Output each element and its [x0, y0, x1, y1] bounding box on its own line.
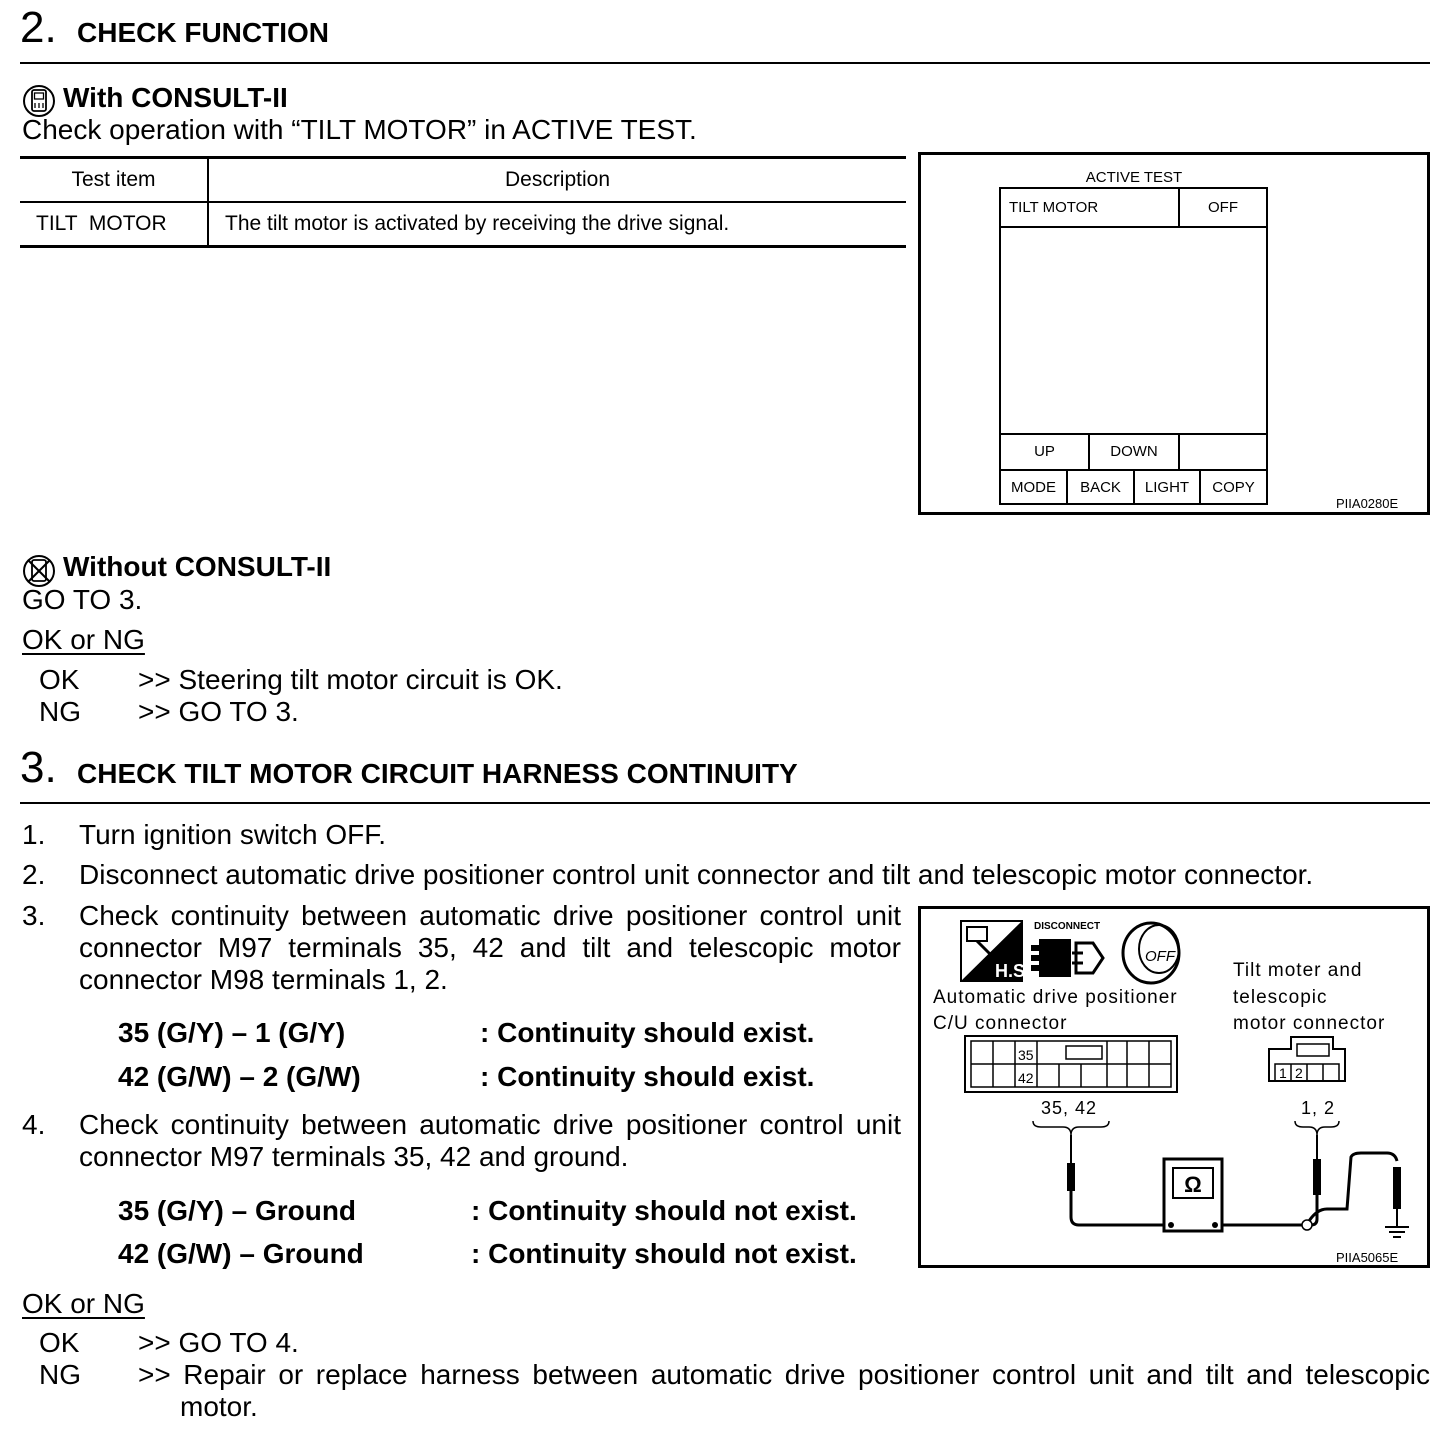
right-connector-label: Tilt moter and: [1233, 960, 1363, 981]
result-text: >> GO TO 4.: [138, 1327, 299, 1358]
check-result: : Continuity should exist.: [480, 1017, 815, 1048]
ohm-symbol: Ω: [1184, 1172, 1202, 1197]
step-3-rule: [20, 802, 1430, 804]
left-connector-label: Automatic drive positioner: [933, 987, 1178, 1008]
pin-label: 1: [1279, 1065, 1287, 1081]
pin-label: 2: [1295, 1065, 1303, 1081]
up-button[interactable]: UP: [1034, 443, 1055, 460]
result-text: >> Steering tilt motor circuit is OK.: [138, 664, 563, 695]
figure-id: PIIA5065E: [1336, 1250, 1399, 1265]
right-connector-label: telescopic: [1233, 987, 1328, 1008]
no-consult-icon: [22, 554, 56, 588]
ng-repair-text: >> Repair or replace harness between automatic drive positioner control unit and tilt and telescopic motor.: [138, 1359, 1430, 1422]
check-pair: 35 (G/Y) – Ground: [118, 1195, 357, 1226]
with-consult-text: Check operation with “TILT MOTOR” in ACTIVE TEST.: [22, 114, 697, 145]
check-pair: 42 (G/W) – 2 (G/W): [118, 1061, 361, 1092]
figure-id: PIIA0280E: [1336, 496, 1399, 511]
with-consult-heading: With CONSULT-II: [63, 82, 288, 113]
off-label: OFF: [1145, 948, 1175, 965]
mode-button[interactable]: MODE: [1011, 479, 1056, 496]
without-consult-heading: Without CONSULT-II: [63, 551, 332, 582]
list-item-number: 2.: [22, 859, 46, 890]
consult-icon: [22, 84, 56, 118]
ignition-off-icon: [1123, 923, 1179, 983]
step-3-title: CHECK TILT MOTOR CIRCUIT HARNESS CONTINUITY: [77, 758, 798, 789]
result-text: >> GO TO 3.: [138, 696, 299, 727]
result-key: NG: [39, 696, 81, 727]
right-connector-label: motor connector: [1233, 1013, 1386, 1034]
check-result: : Continuity should not exist.: [471, 1238, 857, 1269]
step-3-number: 3.: [20, 743, 57, 792]
ok-ng-label: OK or NG: [22, 1288, 145, 1319]
light-button[interactable]: LIGHT: [1144, 479, 1190, 496]
test-item-table: [20, 156, 906, 248]
back-button[interactable]: BACK: [1080, 479, 1121, 496]
list-item-text: Check continuity between automatic drive positioner control unit connector M97 terminals 35, 42 and tilt and telescopic motor connector M98 terminals 1, 2.: [79, 900, 901, 995]
right-terminal-label: 1, 2: [1301, 1098, 1336, 1118]
list-item-text: Disconnect automatic drive positioner control unit connector and tilt and telescopic motor connector.: [79, 859, 1314, 890]
step-2-title: CHECK FUNCTION: [77, 17, 329, 48]
table-cell: The tilt motor is activated by receiving the drive signal.: [225, 212, 730, 235]
without-consult-text: GO TO 3.: [22, 584, 143, 615]
table-header: Test item: [20, 158, 208, 203]
list-item-number: 4.: [22, 1109, 46, 1140]
motor-connector: [1269, 1037, 1345, 1081]
left-terminal-label: 35, 42: [1041, 1098, 1098, 1118]
pin-label: 42: [1018, 1070, 1034, 1086]
result-text: [138, 1359, 1430, 1423]
cu-connector: [965, 1036, 1177, 1092]
screen-item-value: OFF: [1208, 199, 1238, 216]
check-pair: 42 (G/W) – Ground: [118, 1238, 364, 1269]
result-key: OK: [39, 1327, 80, 1358]
ok-ng-label: OK or NG: [22, 624, 145, 655]
consult-screen: [999, 187, 1268, 505]
table-cell: TILT MOTOR: [20, 202, 208, 247]
hs-label: H.S.: [995, 961, 1031, 981]
table-header: Description: [504, 168, 611, 191]
list-item-number: 3.: [22, 900, 46, 931]
list-item-text: Check continuity between automatic drive positioner control unit connector M97 terminals 35, 42 and ground.: [79, 1109, 901, 1172]
result-key: NG: [39, 1359, 81, 1390]
diagram-drawing: [921, 909, 1427, 1265]
check-result: : Continuity should not exist.: [471, 1195, 857, 1226]
screen-item-label: TILT MOTOR: [1009, 199, 1099, 216]
list-item-number: 1.: [22, 819, 46, 850]
check-result: : Continuity should exist.: [480, 1061, 815, 1092]
pin-label: 35: [1018, 1047, 1034, 1063]
list-item-text: Turn ignition switch OFF.: [79, 819, 387, 850]
ohmmeter: [1164, 1159, 1222, 1231]
active-test-figure: [918, 152, 1430, 515]
disconnect-label: DISCONNECT: [1034, 921, 1101, 932]
active-test-title: ACTIVE TEST: [1085, 169, 1183, 186]
disconnect-icon: [1031, 921, 1103, 977]
harness-sensor-icon: [961, 921, 1030, 981]
copy-button[interactable]: COPY: [1212, 479, 1255, 496]
continuity-diagram: [918, 906, 1430, 1268]
check-pair: 35 (G/Y) – 1 (G/Y): [118, 1017, 346, 1048]
left-connector-label: C/U connector: [933, 1013, 1068, 1034]
down-button[interactable]: DOWN: [1110, 443, 1158, 460]
result-key: OK: [39, 664, 80, 695]
step-2-number: 2.: [20, 3, 57, 52]
step-2-rule: [20, 62, 1430, 64]
